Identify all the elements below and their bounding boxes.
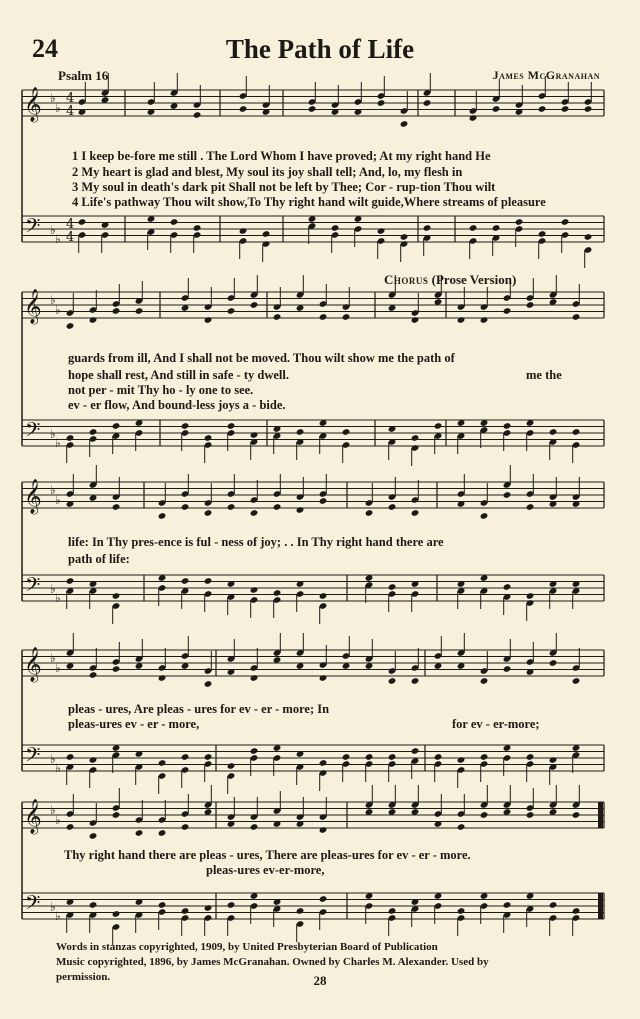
note-head: [526, 753, 535, 761]
note-head: [480, 753, 489, 761]
time-signature: 4: [66, 104, 75, 119]
note-head: [158, 901, 167, 909]
note-head: [342, 313, 351, 321]
note-head: [204, 509, 213, 517]
note-head: [204, 753, 213, 761]
note-head: [89, 671, 98, 679]
bass-clef: 𝄢: [25, 891, 41, 919]
note-head: [572, 907, 581, 915]
copyright-music: Music copyrighted, 1896, by James McGranahan. Owned by Charles M. Alexander. Used by: [56, 956, 489, 968]
note-head: [549, 428, 558, 436]
key-signature-flat: ♭: [55, 232, 61, 246]
note-head: [227, 901, 236, 909]
note-head: [411, 509, 420, 517]
bass-clef: 𝄢: [25, 418, 41, 446]
note-head: [388, 907, 397, 915]
note-head: [170, 218, 179, 226]
note-head: [526, 592, 535, 600]
note-head: [319, 497, 328, 505]
note-head: [319, 895, 328, 903]
note-head: [112, 910, 121, 918]
key-signature-flat: ♭: [55, 661, 61, 675]
note-head: [423, 99, 432, 107]
note-head: [457, 756, 466, 764]
note-head: [584, 105, 593, 113]
verse-2-line: hope shall rest, And still in safe - ty dwell.: [68, 368, 289, 382]
chorus-line-1: pleas - ures, Are pleas - ures for ev - er - more; In: [68, 702, 330, 716]
key-signature-flat: ♭: [50, 427, 56, 441]
bass-clef: 𝄢: [25, 743, 41, 771]
note-head: [181, 577, 190, 585]
key-signature-flat: ♭: [50, 651, 56, 665]
note-head: [469, 114, 478, 122]
treble-clef: 𝄞: [24, 479, 42, 514]
note-head: [526, 301, 535, 309]
note-head: [296, 907, 305, 915]
scripture-reference: Psalm 16: [58, 68, 109, 83]
note-head: [480, 811, 489, 819]
note-head: [296, 428, 305, 436]
note-head: [515, 218, 524, 226]
note-head: [388, 503, 397, 511]
note-head: [469, 224, 478, 232]
note-head: [572, 313, 581, 321]
treble-clef: 𝄞: [24, 799, 42, 834]
note-head: [400, 233, 409, 241]
note-head: [503, 665, 512, 673]
note-head: [250, 674, 259, 682]
note-head: [135, 307, 144, 315]
note-head: [204, 904, 213, 912]
note-head: [250, 301, 259, 309]
verse-1-line: guards from ill, And I shall not be moved. Thou wilt show me the path of: [68, 351, 455, 365]
chorus-line-2-right: for ev - er-more;: [452, 717, 540, 731]
note-head: [158, 829, 167, 837]
note-head: [538, 230, 547, 238]
note-head: [503, 422, 512, 430]
note-head: [503, 901, 512, 909]
note-head: [411, 434, 420, 442]
note-head: [250, 586, 259, 594]
key-signature-flat: ♭: [55, 303, 61, 317]
note-head: [365, 509, 374, 517]
note-head: [492, 105, 501, 113]
note-head: [308, 105, 317, 113]
note-head: [181, 422, 190, 430]
note-head: [181, 907, 190, 915]
copyright-words: Words in stanzas copyrighted, 1909, by United Presbyterian Board of Publication: [56, 941, 438, 953]
note-head: [572, 428, 581, 436]
hymn-number: 24: [32, 34, 58, 63]
note-head: [239, 105, 248, 113]
time-signature: 4: [66, 230, 75, 245]
key-signature-flat: ♭: [50, 803, 56, 817]
note-head: [457, 316, 466, 324]
verse-2-line-right: me the: [526, 368, 562, 382]
note-head: [319, 313, 328, 321]
key-signature-flat: ♭: [50, 91, 56, 105]
note-head: [457, 907, 466, 915]
note-head: [411, 747, 420, 755]
key-signature-flat: ♭: [55, 813, 61, 827]
note-head: [377, 227, 386, 235]
note-head: [388, 677, 397, 685]
chorus-line-1: Thy right hand there are pleas - ures, There are pleas-ures for ev - er - more.: [64, 848, 471, 862]
note-head: [526, 503, 535, 511]
note-head: [342, 753, 351, 761]
note-head: [388, 753, 397, 761]
note-head: [112, 307, 121, 315]
chorus-line-1: life: In Thy pres-ence is ful - ness of joy; . . In Thy right hand there are: [68, 535, 444, 549]
note-head: [89, 832, 98, 840]
note-head: [480, 512, 489, 520]
note-head: [78, 218, 87, 226]
verse-3-line: 3 My soul in death's dark pit Shall not be left by Thee; Cor - rup-tion Thou wilt: [72, 180, 496, 194]
note-head: [227, 503, 236, 511]
composer-name: James McGranahan: [492, 68, 600, 82]
note-head: [388, 583, 397, 591]
note-head: [193, 224, 202, 232]
verse-1-line: 1 I keep be-fore me still . The Lord Whom I have proved; At my right hand He: [72, 149, 491, 163]
page-number: 28: [313, 973, 327, 988]
key-signature-flat: ♭: [50, 582, 56, 596]
chorus-line-2: pleas-ures ev-er-more,: [206, 863, 325, 877]
note-head: [158, 759, 167, 767]
time-signature: 4: [66, 217, 75, 232]
note-head: [204, 680, 213, 688]
note-head: [204, 434, 213, 442]
key-signature-flat: ♭: [55, 493, 61, 507]
note-head: [400, 120, 409, 128]
note-head: [112, 503, 121, 511]
note-head: [273, 503, 282, 511]
note-head: [319, 592, 328, 600]
treble-clef: 𝄞: [24, 647, 42, 682]
note-head: [181, 753, 190, 761]
note-head: [584, 233, 593, 241]
note-head: [561, 218, 570, 226]
note-head: [549, 756, 558, 764]
note-head: [480, 316, 489, 324]
verse-4-line: 4 Life's pathway Thou wilt show,To Thy right hand wilt guide,Where streams of pleasure: [72, 195, 546, 209]
chorus-line-2: pleas-ures ev - er - more,: [68, 717, 200, 731]
time-signature: 4: [66, 91, 75, 106]
verse-2-line: 2 My heart is glad and blest, My soul its joy shall tell; And, lo, my flesh in: [72, 165, 463, 179]
verse-4-line: ev - er flow, And bound-less joys a - bide.: [68, 398, 286, 412]
copyright-permission: permission.: [56, 971, 111, 983]
note-head: [526, 811, 535, 819]
key-signature-flat: ♭: [50, 900, 56, 914]
note-head: [262, 230, 271, 238]
note-head: [66, 577, 75, 585]
note-head: [296, 506, 305, 514]
bass-clef: 𝄢: [25, 573, 41, 601]
chorus-word: Chorus: [384, 272, 429, 287]
treble-clef: 𝄞: [24, 87, 42, 122]
chorus-label: [384, 272, 516, 288]
note-head: [250, 509, 259, 517]
note-head: [319, 826, 328, 834]
note-head: [480, 677, 489, 685]
note-head: [181, 823, 190, 831]
note-head: [503, 583, 512, 591]
note-head: [204, 316, 213, 324]
note-head: [457, 823, 466, 831]
note-head: [89, 756, 98, 764]
chorus-line-2: path of life:: [68, 552, 130, 566]
note-head: [227, 762, 236, 770]
note-head: [89, 428, 98, 436]
key-signature-flat: ♭: [50, 293, 56, 307]
note-head: [158, 512, 167, 520]
note-head: [193, 111, 202, 119]
note-head: [549, 901, 558, 909]
note-head: [112, 811, 121, 819]
note-head: [227, 307, 236, 315]
note-head: [227, 422, 236, 430]
note-head: [503, 307, 512, 315]
chorus-version: (Prose Version): [431, 272, 517, 287]
final-barline: [598, 802, 603, 828]
key-signature-flat: ♭: [50, 223, 56, 237]
note-head: [89, 316, 98, 324]
note-head: [112, 665, 121, 673]
note-head: [492, 224, 501, 232]
note-head: [112, 592, 121, 600]
note-head: [319, 674, 328, 682]
note-head: [204, 577, 213, 585]
note-head: [561, 105, 570, 113]
note-head: [66, 434, 75, 442]
note-head: [319, 759, 328, 767]
note-head: [342, 428, 351, 436]
note-head: [89, 901, 98, 909]
note-head: [66, 823, 75, 831]
note-head: [503, 491, 512, 499]
note-head: [572, 811, 581, 819]
note-head: [434, 422, 443, 430]
note-head: [250, 823, 259, 831]
note-head: [572, 677, 581, 685]
note-head: [66, 322, 75, 330]
key-signature-flat: ♭: [50, 483, 56, 497]
note-head: [434, 753, 443, 761]
note-head: [135, 829, 144, 837]
verse-3-line: not per - mit Thy ho - ly one to see.: [68, 383, 254, 397]
key-signature-flat: ♭: [55, 101, 61, 115]
note-head: [411, 316, 420, 324]
note-head: [239, 227, 248, 235]
note-head: [250, 431, 259, 439]
note-head: [250, 747, 259, 755]
note-head: [423, 224, 432, 232]
note-head: [538, 105, 547, 113]
note-head: [66, 753, 75, 761]
note-head: [331, 224, 340, 232]
bass-clef: 𝄢: [25, 214, 41, 242]
key-signature-flat: ♭: [55, 591, 61, 605]
note-head: [377, 99, 386, 107]
note-head: [411, 677, 420, 685]
treble-clef: 𝄞: [24, 289, 42, 324]
note-head: [365, 753, 374, 761]
note-head: [273, 589, 282, 597]
final-barline: [598, 893, 603, 919]
key-signature-flat: ♭: [50, 752, 56, 766]
hymn-title: The Path of Life: [225, 34, 415, 64]
note-head: [158, 674, 167, 682]
key-signature-flat: ♭: [55, 909, 61, 923]
note-head: [549, 659, 558, 667]
key-signature-flat: ♭: [55, 436, 61, 450]
note-head: [112, 422, 121, 430]
note-head: [273, 313, 282, 321]
key-signature-flat: ♭: [55, 761, 61, 775]
note-head: [181, 503, 190, 511]
